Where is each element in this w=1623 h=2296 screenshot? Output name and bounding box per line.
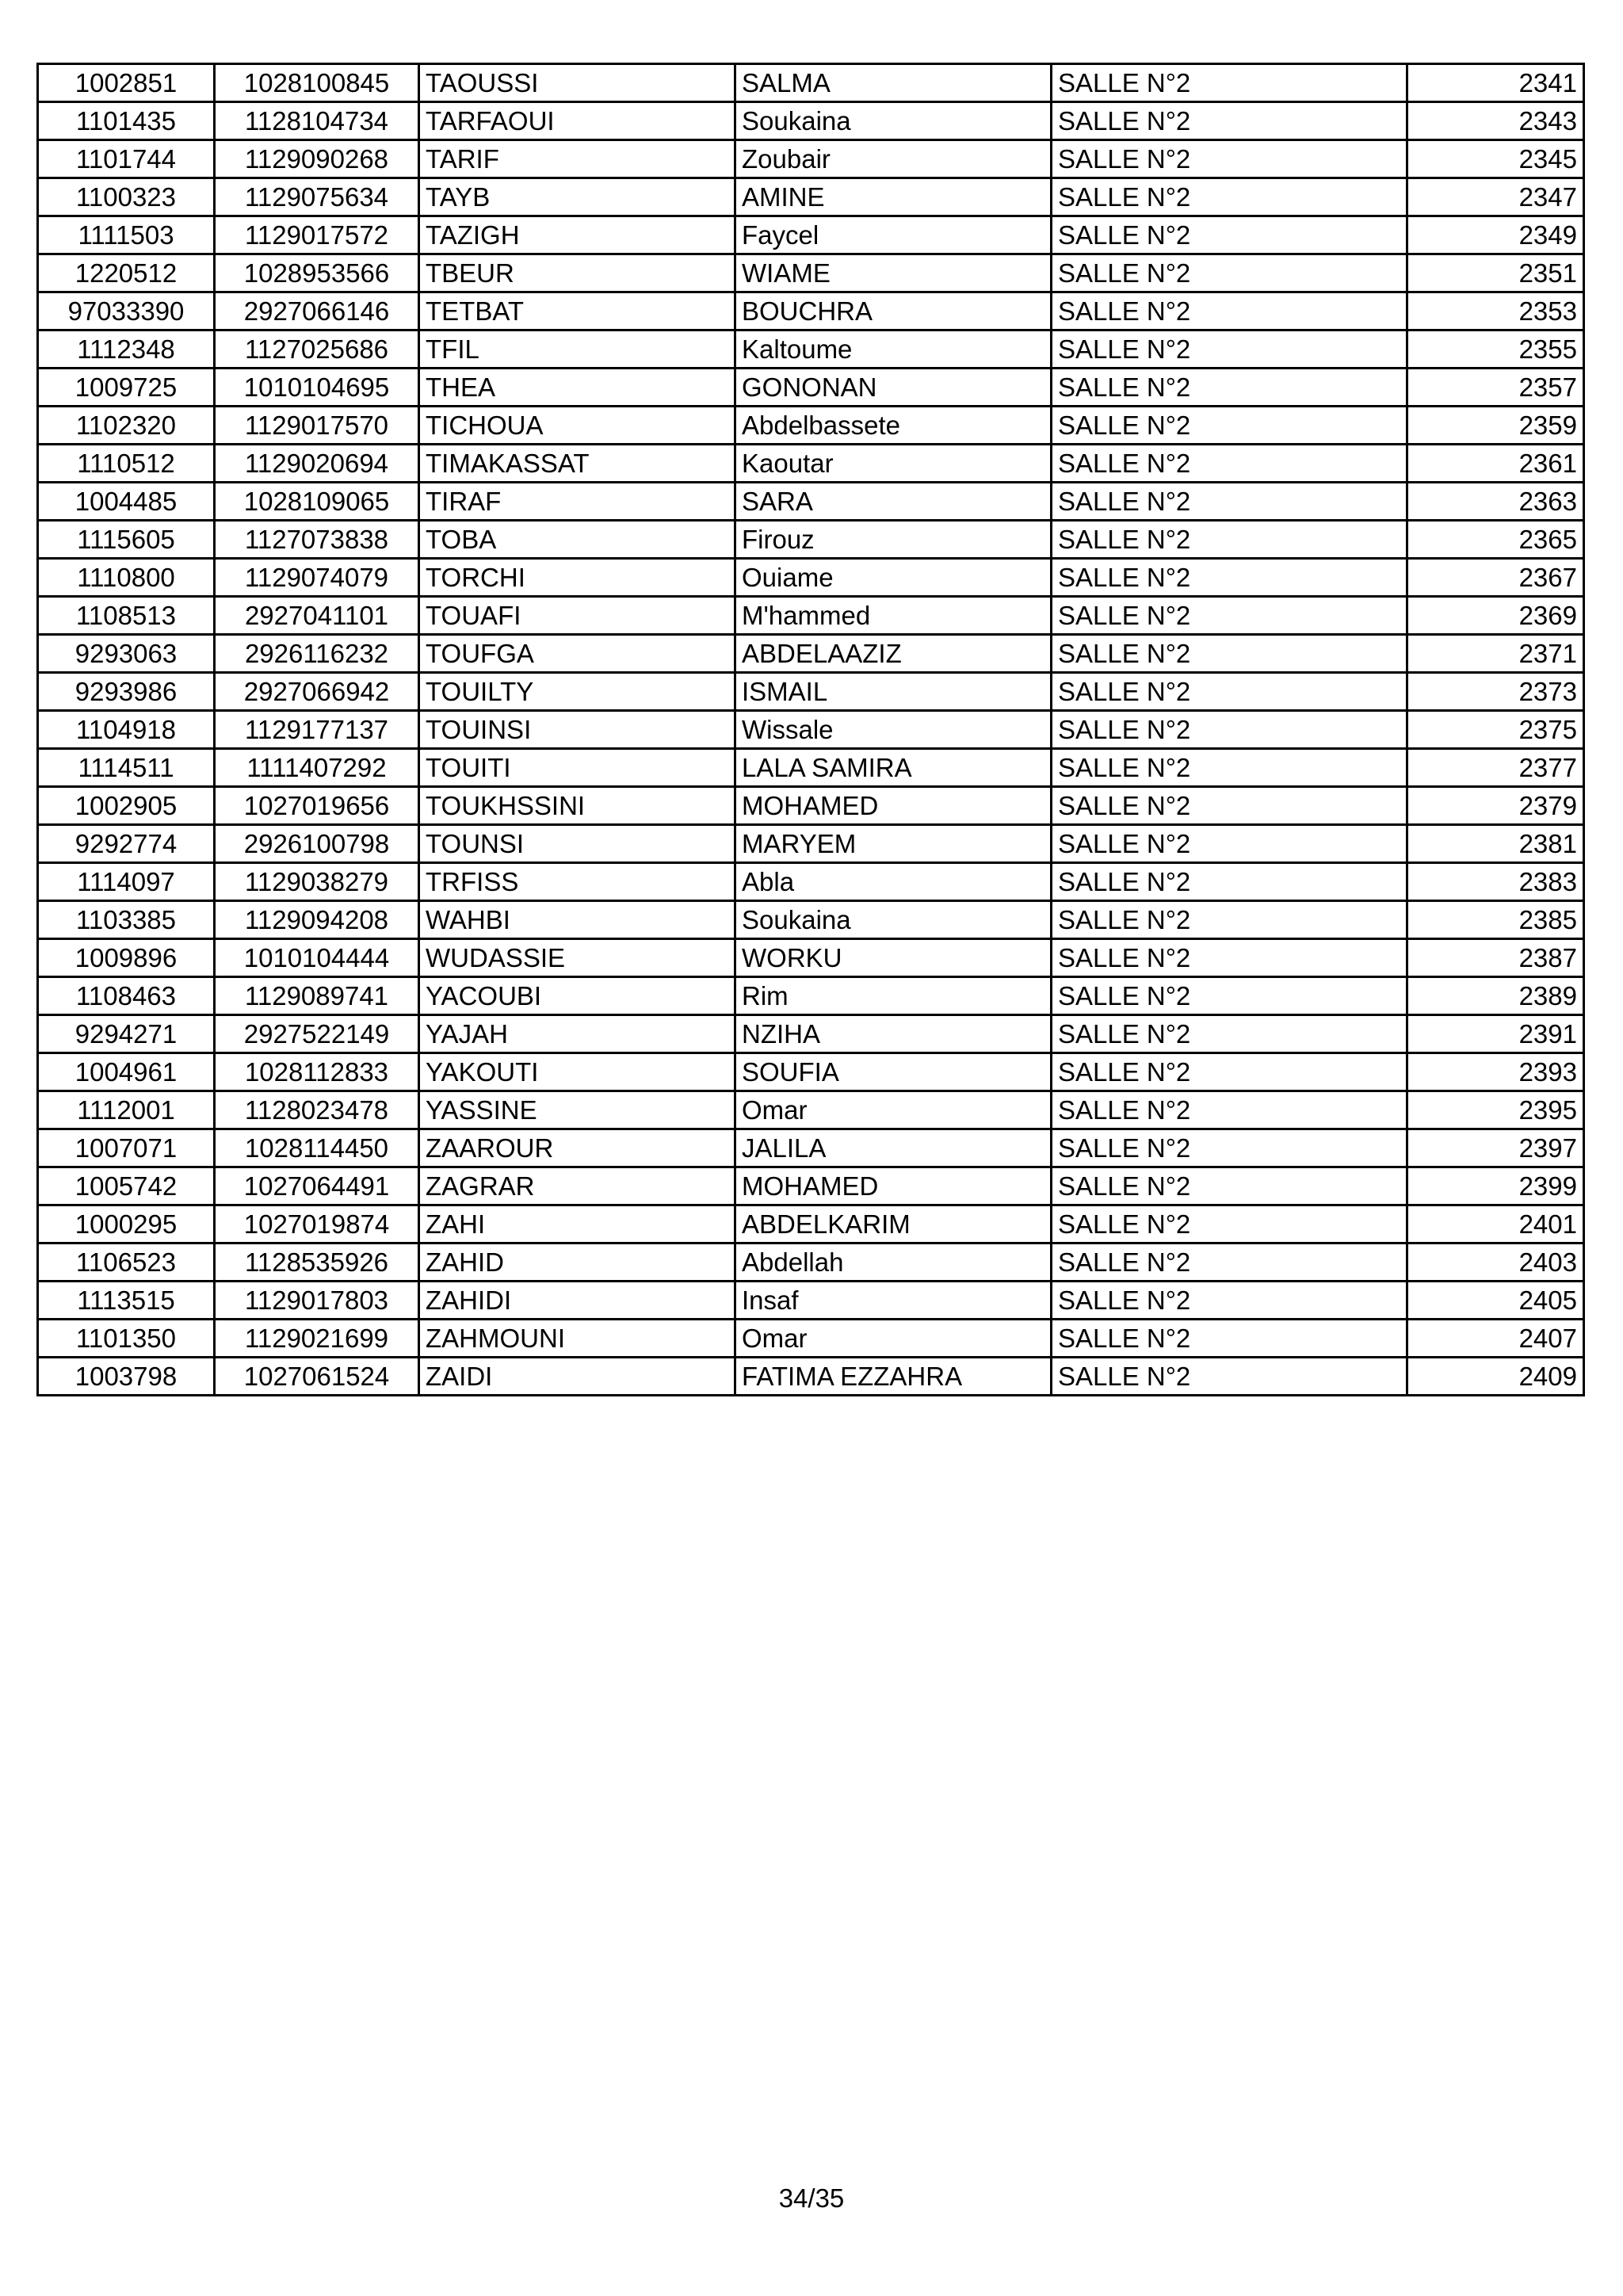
first-name-cell: ABDELAAZIZ <box>735 635 1052 673</box>
registration-number-cell: 1128535926 <box>215 1244 419 1282</box>
table-row <box>38 1358 1584 1396</box>
last-name-cell: TOUNSI <box>419 825 735 863</box>
registration-number-cell: 1129075634 <box>215 178 419 216</box>
last-name-cell: TIMAKASSAT <box>419 445 735 483</box>
room-cell: SALLE N°2 <box>1052 977 1407 1015</box>
seat-number-cell: 2381 <box>1407 825 1584 863</box>
seat-number-cell: 2363 <box>1407 483 1584 521</box>
registration-number-cell: 1027064491 <box>215 1167 419 1205</box>
last-name-cell: TOUAFI <box>419 597 735 635</box>
registration-number-cell: 1127025686 <box>215 330 419 369</box>
table-row <box>38 1282 1584 1320</box>
student-id-cell: 1110800 <box>38 559 215 597</box>
student-id-cell: 1002851 <box>38 64 215 102</box>
first-name-cell: Zoubair <box>735 140 1052 178</box>
table-row <box>38 1320 1584 1358</box>
registration-number-cell: 1010104444 <box>215 939 419 977</box>
seat-number-cell: 2353 <box>1407 292 1584 330</box>
room-cell: SALLE N°2 <box>1052 1320 1407 1358</box>
room-cell: SALLE N°2 <box>1052 445 1407 483</box>
table-row <box>38 292 1584 330</box>
student-id-cell: 1101435 <box>38 102 215 140</box>
first-name-cell: SOUFIA <box>735 1053 1052 1091</box>
seat-number-cell: 2389 <box>1407 977 1584 1015</box>
seat-number-cell: 2367 <box>1407 559 1584 597</box>
last-name-cell: TORCHI <box>419 559 735 597</box>
registration-number-cell: 1129094208 <box>215 901 419 939</box>
student-id-cell: 1111503 <box>38 216 215 254</box>
last-name-cell: TARFAOUI <box>419 102 735 140</box>
first-name-cell: WORKU <box>735 939 1052 977</box>
registration-number-cell: 2927066942 <box>215 673 419 711</box>
last-name-cell: TRFISS <box>419 863 735 901</box>
seat-number-cell: 2357 <box>1407 369 1584 407</box>
registration-number-cell: 1010104695 <box>215 369 419 407</box>
registration-number-cell: 1129177137 <box>215 711 419 749</box>
registration-number-cell: 1129038279 <box>215 863 419 901</box>
first-name-cell: Kaoutar <box>735 445 1052 483</box>
seat-number-cell: 2393 <box>1407 1053 1584 1091</box>
first-name-cell: Ouiame <box>735 559 1052 597</box>
student-id-cell: 9293986 <box>38 673 215 711</box>
table-row <box>38 787 1584 825</box>
last-name-cell: ZAHMOUNI <box>419 1320 735 1358</box>
student-id-cell: 1114097 <box>38 863 215 901</box>
registration-number-cell: 1129089741 <box>215 977 419 1015</box>
registration-number-cell: 1028953566 <box>215 254 419 292</box>
table-row <box>38 559 1584 597</box>
registration-number-cell: 1028100845 <box>215 64 419 102</box>
registration-number-cell: 1028109065 <box>215 483 419 521</box>
seat-number-cell: 2365 <box>1407 521 1584 559</box>
first-name-cell: MOHAMED <box>735 1167 1052 1205</box>
table-row <box>38 407 1584 445</box>
room-cell: SALLE N°2 <box>1052 64 1407 102</box>
room-cell: SALLE N°2 <box>1052 1244 1407 1282</box>
last-name-cell: TARIF <box>419 140 735 178</box>
room-cell: SALLE N°2 <box>1052 1015 1407 1053</box>
first-name-cell: GONONAN <box>735 369 1052 407</box>
table-row <box>38 1015 1584 1053</box>
room-cell: SALLE N°2 <box>1052 1091 1407 1129</box>
student-id-cell: 1004485 <box>38 483 215 521</box>
last-name-cell: TBEUR <box>419 254 735 292</box>
table-row <box>38 445 1584 483</box>
first-name-cell: AMINE <box>735 178 1052 216</box>
last-name-cell: TAYB <box>419 178 735 216</box>
student-id-cell: 9292774 <box>38 825 215 863</box>
table-row <box>38 673 1584 711</box>
room-cell: SALLE N°2 <box>1052 635 1407 673</box>
registration-number-cell: 1129020694 <box>215 445 419 483</box>
room-cell: SALLE N°2 <box>1052 407 1407 445</box>
table-row <box>38 1244 1584 1282</box>
registration-number-cell: 1028114450 <box>215 1129 419 1167</box>
table-row <box>38 597 1584 635</box>
first-name-cell: Abla <box>735 863 1052 901</box>
last-name-cell: ZAGRAR <box>419 1167 735 1205</box>
seat-number-cell: 2351 <box>1407 254 1584 292</box>
first-name-cell: MOHAMED <box>735 787 1052 825</box>
seat-number-cell: 2379 <box>1407 787 1584 825</box>
first-name-cell: BOUCHRA <box>735 292 1052 330</box>
last-name-cell: TOUKHSSINI <box>419 787 735 825</box>
seat-number-cell: 2399 <box>1407 1167 1584 1205</box>
first-name-cell: ISMAIL <box>735 673 1052 711</box>
table-row <box>38 178 1584 216</box>
room-cell: SALLE N°2 <box>1052 483 1407 521</box>
seat-number-cell: 2409 <box>1407 1358 1584 1396</box>
room-cell: SALLE N°2 <box>1052 559 1407 597</box>
room-cell: SALLE N°2 <box>1052 292 1407 330</box>
room-cell: SALLE N°2 <box>1052 254 1407 292</box>
table-row <box>38 1129 1584 1167</box>
first-name-cell: ABDELKARIM <box>735 1205 1052 1244</box>
last-name-cell: YACOUBI <box>419 977 735 1015</box>
registration-number-cell: 1128023478 <box>215 1091 419 1129</box>
room-cell: SALLE N°2 <box>1052 749 1407 787</box>
page-number: 34/35 <box>778 2183 845 2213</box>
last-name-cell: YAJAH <box>419 1015 735 1053</box>
table-row <box>38 1053 1584 1091</box>
room-cell: SALLE N°2 <box>1052 1282 1407 1320</box>
student-id-cell: 1115605 <box>38 521 215 559</box>
last-name-cell: YASSINE <box>419 1091 735 1129</box>
seat-number-cell: 2397 <box>1407 1129 1584 1167</box>
table-row <box>38 1167 1584 1205</box>
room-cell: SALLE N°2 <box>1052 1205 1407 1244</box>
room-cell: SALLE N°2 <box>1052 901 1407 939</box>
room-cell: SALLE N°2 <box>1052 521 1407 559</box>
registration-number-cell: 1128104734 <box>215 102 419 140</box>
last-name-cell: ZAHID <box>419 1244 735 1282</box>
student-id-cell: 1100323 <box>38 178 215 216</box>
registration-number-cell: 2927041101 <box>215 597 419 635</box>
registration-number-cell: 1129090268 <box>215 140 419 178</box>
student-id-cell: 1007071 <box>38 1129 215 1167</box>
seat-number-cell: 2383 <box>1407 863 1584 901</box>
registration-number-cell: 1028112833 <box>215 1053 419 1091</box>
student-id-cell: 97033390 <box>38 292 215 330</box>
registration-number-cell: 2926116232 <box>215 635 419 673</box>
seat-number-cell: 2375 <box>1407 711 1584 749</box>
student-id-cell: 1113515 <box>38 1282 215 1320</box>
registration-number-cell: 2927066146 <box>215 292 419 330</box>
room-cell: SALLE N°2 <box>1052 711 1407 749</box>
seat-number-cell: 2355 <box>1407 330 1584 369</box>
registration-number-cell: 1027061524 <box>215 1358 419 1396</box>
room-cell: SALLE N°2 <box>1052 140 1407 178</box>
first-name-cell: Wissale <box>735 711 1052 749</box>
last-name-cell: TETBAT <box>419 292 735 330</box>
student-id-cell: 1004961 <box>38 1053 215 1091</box>
last-name-cell: TIRAF <box>419 483 735 521</box>
seat-number-cell: 2387 <box>1407 939 1584 977</box>
student-id-cell: 9293063 <box>38 635 215 673</box>
last-name-cell: TOUINSI <box>419 711 735 749</box>
first-name-cell: Abdelbassete <box>735 407 1052 445</box>
last-name-cell: TOUITI <box>419 749 735 787</box>
seat-number-cell: 2349 <box>1407 216 1584 254</box>
first-name-cell: Soukaina <box>735 901 1052 939</box>
seat-number-cell: 2341 <box>1407 64 1584 102</box>
room-cell: SALLE N°2 <box>1052 939 1407 977</box>
registration-number-cell: 2927522149 <box>215 1015 419 1053</box>
table-row <box>38 216 1584 254</box>
student-id-cell: 1106523 <box>38 1244 215 1282</box>
last-name-cell: ZAAROUR <box>419 1129 735 1167</box>
seat-number-cell: 2391 <box>1407 1015 1584 1053</box>
room-cell: SALLE N°2 <box>1052 1167 1407 1205</box>
first-name-cell: Soukaina <box>735 102 1052 140</box>
table-row <box>38 1091 1584 1129</box>
student-id-cell: 1101350 <box>38 1320 215 1358</box>
table-row <box>38 635 1584 673</box>
registration-number-cell: 1027019874 <box>215 1205 419 1244</box>
room-cell: SALLE N°2 <box>1052 216 1407 254</box>
last-name-cell: ZAIDI <box>419 1358 735 1396</box>
table-row <box>38 977 1584 1015</box>
registration-number-cell: 1129021699 <box>215 1320 419 1358</box>
seat-number-cell: 2407 <box>1407 1320 1584 1358</box>
first-name-cell: SARA <box>735 483 1052 521</box>
table-row <box>38 939 1584 977</box>
first-name-cell: NZIHA <box>735 1015 1052 1053</box>
student-id-cell: 1102320 <box>38 407 215 445</box>
table-row <box>38 140 1584 178</box>
table-row <box>38 102 1584 140</box>
first-name-cell: SALMA <box>735 64 1052 102</box>
first-name-cell: Omar <box>735 1320 1052 1358</box>
table-row <box>38 901 1584 939</box>
student-id-cell: 1104918 <box>38 711 215 749</box>
last-name-cell: TAOUSSI <box>419 64 735 102</box>
last-name-cell: TICHOUA <box>419 407 735 445</box>
student-id-cell: 1103385 <box>38 901 215 939</box>
first-name-cell: M'hammed <box>735 597 1052 635</box>
room-cell: SALLE N°2 <box>1052 178 1407 216</box>
student-id-cell: 1005742 <box>38 1167 215 1205</box>
room-cell: SALLE N°2 <box>1052 1129 1407 1167</box>
first-name-cell: Omar <box>735 1091 1052 1129</box>
last-name-cell: YAKOUTI <box>419 1053 735 1091</box>
registration-number-cell: 1127073838 <box>215 521 419 559</box>
seat-number-cell: 2395 <box>1407 1091 1584 1129</box>
first-name-cell: Kaltoume <box>735 330 1052 369</box>
room-cell: SALLE N°2 <box>1052 673 1407 711</box>
first-name-cell: Faycel <box>735 216 1052 254</box>
room-cell: SALLE N°2 <box>1052 1358 1407 1396</box>
room-cell: SALLE N°2 <box>1052 369 1407 407</box>
last-name-cell: ZAHI <box>419 1205 735 1244</box>
last-name-cell: THEA <box>419 369 735 407</box>
registration-number-cell: 2926100798 <box>215 825 419 863</box>
student-id-cell: 1114511 <box>38 749 215 787</box>
last-name-cell: TOUFGA <box>419 635 735 673</box>
student-id-cell: 1009896 <box>38 939 215 977</box>
seat-number-cell: 2343 <box>1407 102 1584 140</box>
student-id-cell: 1009725 <box>38 369 215 407</box>
student-id-cell: 1112348 <box>38 330 215 369</box>
table-row <box>38 863 1584 901</box>
student-id-cell: 1108463 <box>38 977 215 1015</box>
seat-number-cell: 2371 <box>1407 635 1584 673</box>
room-cell: SALLE N°2 <box>1052 1053 1407 1091</box>
room-cell: SALLE N°2 <box>1052 863 1407 901</box>
seat-number-cell: 2361 <box>1407 445 1584 483</box>
table-row <box>38 825 1584 863</box>
seat-number-cell: 2359 <box>1407 407 1584 445</box>
first-name-cell: FATIMA EZZAHRA <box>735 1358 1052 1396</box>
table-row <box>38 64 1584 102</box>
first-name-cell: Abdellah <box>735 1244 1052 1282</box>
roster-body <box>38 64 1584 1396</box>
student-id-cell: 1002905 <box>38 787 215 825</box>
seat-number-cell: 2385 <box>1407 901 1584 939</box>
last-name-cell: ZAHIDI <box>419 1282 735 1320</box>
table-row <box>38 521 1584 559</box>
table-row <box>38 711 1584 749</box>
student-roster-table <box>36 63 1585 1396</box>
table-row <box>38 749 1584 787</box>
seat-number-cell: 2405 <box>1407 1282 1584 1320</box>
registration-number-cell: 1111407292 <box>215 749 419 787</box>
table-row <box>38 330 1584 369</box>
registration-number-cell: 1129017572 <box>215 216 419 254</box>
room-cell: SALLE N°2 <box>1052 787 1407 825</box>
room-cell: SALLE N°2 <box>1052 102 1407 140</box>
last-name-cell: TOBA <box>419 521 735 559</box>
seat-number-cell: 2373 <box>1407 673 1584 711</box>
first-name-cell: WIAME <box>735 254 1052 292</box>
student-id-cell: 1112001 <box>38 1091 215 1129</box>
student-id-cell: 9294271 <box>38 1015 215 1053</box>
registration-number-cell: 1129017803 <box>215 1282 419 1320</box>
student-id-cell: 1000295 <box>38 1205 215 1244</box>
table-row <box>38 483 1584 521</box>
first-name-cell: LALA SAMIRA <box>735 749 1052 787</box>
student-id-cell: 1110512 <box>38 445 215 483</box>
registration-number-cell: 1027019656 <box>215 787 419 825</box>
first-name-cell: Firouz <box>735 521 1052 559</box>
first-name-cell: MARYEM <box>735 825 1052 863</box>
student-id-cell: 1003798 <box>38 1358 215 1396</box>
table-row <box>38 1205 1584 1244</box>
table-row <box>38 254 1584 292</box>
room-cell: SALLE N°2 <box>1052 597 1407 635</box>
student-id-cell: 1220512 <box>38 254 215 292</box>
first-name-cell: Insaf <box>735 1282 1052 1320</box>
seat-number-cell: 2377 <box>1407 749 1584 787</box>
seat-number-cell: 2401 <box>1407 1205 1584 1244</box>
last-name-cell: TFIL <box>419 330 735 369</box>
last-name-cell: WAHBI <box>419 901 735 939</box>
first-name-cell: JALILA <box>735 1129 1052 1167</box>
last-name-cell: WUDASSIE <box>419 939 735 977</box>
seat-number-cell: 2403 <box>1407 1244 1584 1282</box>
seat-number-cell: 2347 <box>1407 178 1584 216</box>
last-name-cell: TOUILTY <box>419 673 735 711</box>
student-id-cell: 1101744 <box>38 140 215 178</box>
registration-number-cell: 1129074079 <box>215 559 419 597</box>
seat-number-cell: 2345 <box>1407 140 1584 178</box>
student-id-cell: 1108513 <box>38 597 215 635</box>
last-name-cell: TAZIGH <box>419 216 735 254</box>
table-row <box>38 369 1584 407</box>
room-cell: SALLE N°2 <box>1052 825 1407 863</box>
room-cell: SALLE N°2 <box>1052 330 1407 369</box>
seat-number-cell: 2369 <box>1407 597 1584 635</box>
first-name-cell: Rim <box>735 977 1052 1015</box>
registration-number-cell: 1129017570 <box>215 407 419 445</box>
